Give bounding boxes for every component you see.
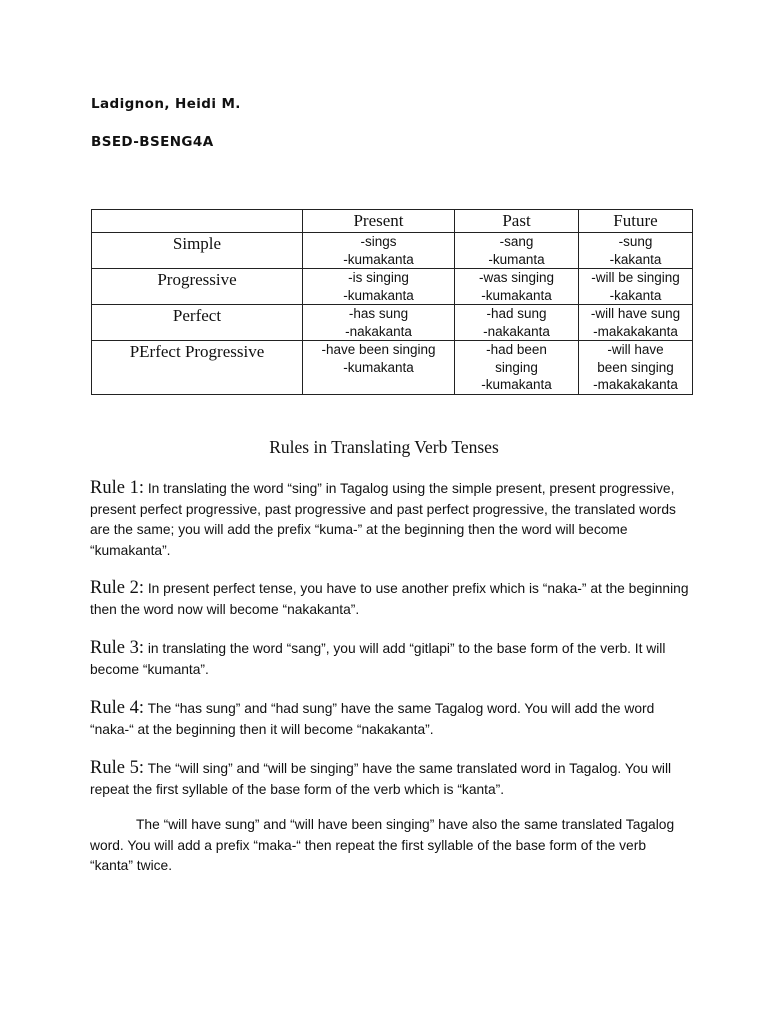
cell-line: -have been singing xyxy=(321,342,436,357)
cell-line: been singing xyxy=(597,359,674,375)
rule-paragraph xyxy=(90,638,690,680)
cell-line: -kumakanta xyxy=(343,359,414,375)
rule-text: In translating the word “sing” in Tagalog using the simple present, present progressive, present perfect progressive, past progressive and past perfect progressive, the translated words are the same; you will add the prefix “kuma-” at the beginning then the word will become “kumakanta”. xyxy=(90,481,676,559)
cell-perfect-progressive-future xyxy=(579,341,693,395)
rule-text: The “will sing” and “will be singing” have the same translated word in Tagalog. You will repeat the first syllable of the base form of the verb which is “kanta”. xyxy=(90,761,672,797)
table-row xyxy=(92,233,693,269)
table-header-row xyxy=(92,210,693,233)
table-row xyxy=(92,305,693,341)
cell-line: -makakakanta xyxy=(593,323,678,339)
cell-line: -kumakanta xyxy=(343,287,414,303)
closing-paragraph: The “will have sung” and “will have been singing” have also the same translated Tagalog word. You will add a prefix “maka-“ then repeat the first syllable of the base form of the verb “kanta” twice. xyxy=(90,817,675,874)
rule-text: in translating the word “sang”, you will add “gitlapi” to the base form of the verb. It will become “kumanta”. xyxy=(90,641,666,677)
row-header-perfect-progressive: PErfect Progressive xyxy=(92,341,303,395)
table-row xyxy=(92,269,693,305)
cell-line: -had been xyxy=(486,342,547,357)
column-header-future: Future xyxy=(579,210,693,233)
cell-line: -will have xyxy=(607,342,664,357)
cell-line: -has sung xyxy=(348,306,409,321)
rule-label: Rule 4: xyxy=(90,698,144,718)
cell-line: -kumakanta xyxy=(481,287,552,303)
cell-line: -had sung xyxy=(486,306,547,321)
row-header-progressive: Progressive xyxy=(92,269,303,305)
cell-perfect-future xyxy=(579,305,693,341)
cell-line: -is singing xyxy=(348,270,409,285)
column-header-present: Present xyxy=(303,210,455,233)
cell-line: -nakakanta xyxy=(483,323,550,339)
cell-perfect-progressive-present xyxy=(303,341,455,395)
cell-perfect-present xyxy=(303,305,455,341)
table-row xyxy=(92,341,693,395)
cell-simple-past xyxy=(455,233,579,269)
cell-simple-future xyxy=(579,233,693,269)
cell-line: -kakanta xyxy=(609,287,662,303)
rule-text: In present perfect tense, you have to use another prefix which is “naka-” at the beginning then the word now will become “nakakanta”. xyxy=(90,581,689,617)
cell-line: -will have sung xyxy=(590,306,681,321)
cell-line: -kumanta xyxy=(488,251,545,267)
rule-label: Rule 3: xyxy=(90,638,144,658)
cell-line: -nakakanta xyxy=(345,323,412,339)
row-header-simple: Simple xyxy=(92,233,303,269)
cell-progressive-present xyxy=(303,269,455,305)
student-name: Ladignon, Heidi M. xyxy=(91,96,241,112)
cell-line: -will be singing xyxy=(591,270,680,285)
student-section: BSED-BSENG4A xyxy=(91,134,214,150)
rule-paragraph xyxy=(90,478,690,562)
column-header-past: Past xyxy=(455,210,579,233)
column-header-blank xyxy=(92,210,303,233)
cell-perfect-past xyxy=(455,305,579,341)
cell-perfect-progressive-past xyxy=(455,341,579,395)
rule-label: Rule 1: xyxy=(90,478,144,498)
cell-progressive-past xyxy=(455,269,579,305)
cell-line: -was singing xyxy=(478,270,555,285)
cell-line: -makakakanta xyxy=(593,377,678,392)
cell-line: -sings xyxy=(360,234,397,249)
rule-text: The “has sung” and “had sung” have the same Tagalog word. You will add the word “naka-“ at the beginning then it will become “nakakanta”. xyxy=(90,701,655,737)
verb-tense-table xyxy=(91,209,693,395)
cell-line: singing xyxy=(495,359,538,375)
rule-label: Rule 2: xyxy=(90,578,144,598)
cell-simple-present xyxy=(303,233,455,269)
rules-title: Rules in Translating Verb Tenses xyxy=(269,437,499,457)
cell-line: -kumakanta xyxy=(481,377,552,392)
cell-line: -kumakanta xyxy=(343,251,414,267)
rule-paragraph xyxy=(90,758,690,800)
cell-progressive-future xyxy=(579,269,693,305)
rule-paragraph xyxy=(90,698,690,740)
rule-label: Rule 5: xyxy=(90,758,144,778)
row-header-perfect: Perfect xyxy=(92,305,303,341)
cell-line: -sang xyxy=(499,234,534,249)
cell-line: -kakanta xyxy=(609,251,662,267)
cell-line: -sung xyxy=(618,234,653,249)
rule-paragraph xyxy=(90,578,690,620)
